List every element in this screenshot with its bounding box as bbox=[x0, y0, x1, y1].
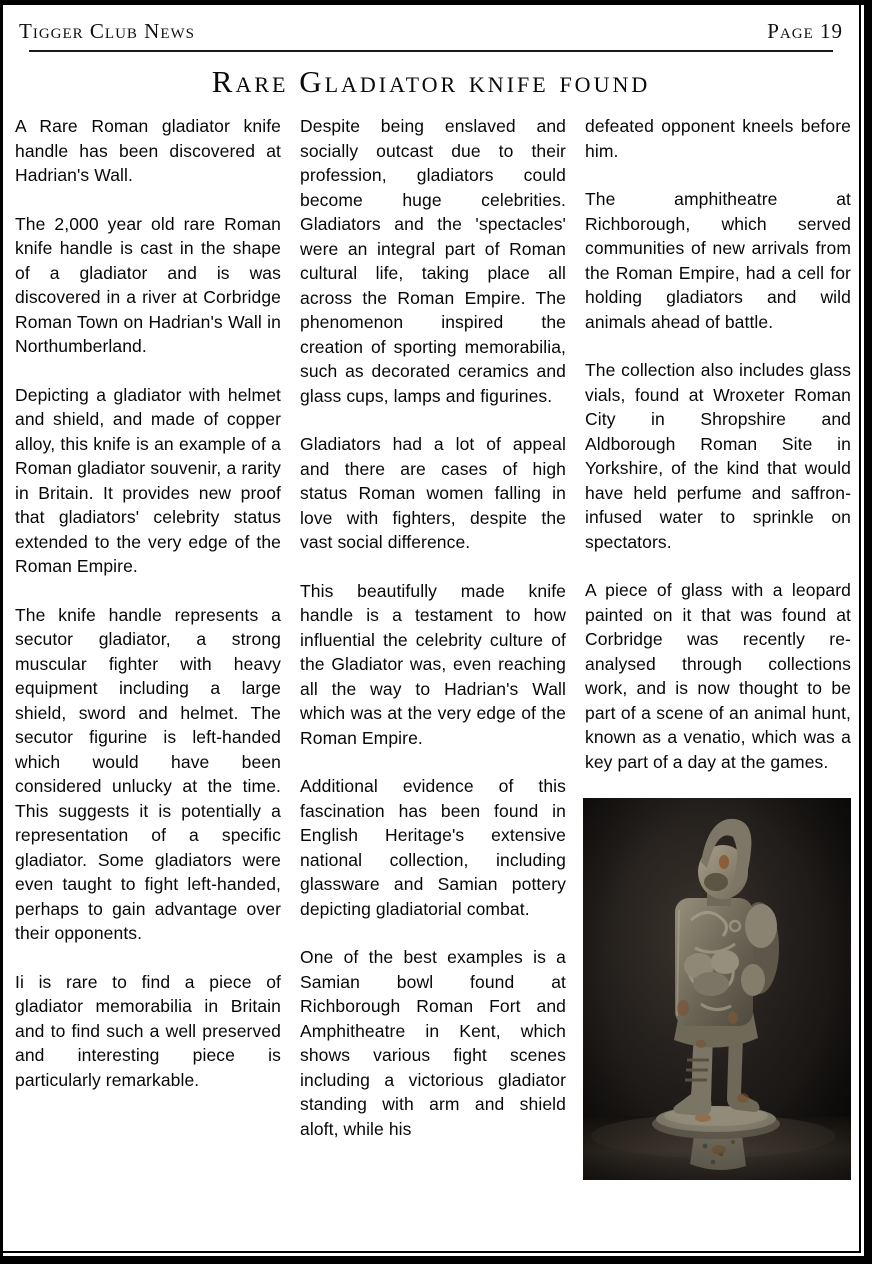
article-headline: Rare Gladiator knife found bbox=[211, 64, 651, 99]
article-paragraph: A piece of glass with a leopard painted on it that was found at Corbridge was recently re-analysed through collections work, and is now thought to be part of a scene of an animal hunt, known as a venatio, which was a key part of a day at the games. bbox=[585, 580, 851, 772]
page-number: Page 19 bbox=[767, 19, 843, 43]
newsletter-title: Tigger Club News bbox=[19, 19, 195, 43]
figurine-photo bbox=[583, 798, 851, 1180]
article-paragraph: One of the best examples is a Samian bowl found at Richborough Roman Fort and Amphitheatre in Kent, which shows various fight scenes including a victorious gladiator standing with arm and shield aloft, while his bbox=[300, 947, 566, 1139]
article-paragraph: Depicting a gladiator with helmet and shield, and made of copper alloy, this knife is an example of a Roman gladiator souvenir, a rarity in Britain. It provides new proof that gladiators' celebrity status extended to the very edge of the Roman Empire. bbox=[15, 384, 281, 576]
article-paragraph: defeated opponent kneels before him. bbox=[585, 116, 851, 161]
article-body bbox=[3, 100, 859, 1180]
article-column-1 bbox=[15, 114, 281, 1180]
article-paragraph: Additional evidence of this fascination has been found in English Heritage's extensive national collection, including glassware and Samian pottery depicting gladiatorial combat. bbox=[300, 776, 566, 919]
article-paragraph: A Rare Roman gladiator knife handle has been discovered at Hadrian's Wall. bbox=[15, 116, 281, 185]
figurine-illustration bbox=[583, 798, 851, 1180]
article-paragraph: The amphitheatre at Richborough, which served communities of new arrivals from the Roman Empire, had a cell for holding gladiators and wild animals ahead of battle. bbox=[585, 189, 851, 332]
header-rule bbox=[29, 50, 833, 52]
article-paragraph: The knife handle represents a secutor gladiator, a strong muscular fighter with heavy equipment including a large shield, sword and helmet. The secutor figurine is left-handed which would have been considered unlucky at the time. This suggests it is potentially a representation of a specific gladiator. Some gladiators were even taught to fight left-handed, perhaps to gain advantage over their opponents. bbox=[15, 604, 281, 943]
article-column-3 bbox=[585, 114, 851, 1180]
newsletter-page bbox=[3, 5, 859, 1251]
article-paragraph: Ii is rare to find a piece of gladiator memorabilia in Britain and to find such a well preserved and interesting piece is particularly remarkable. bbox=[15, 971, 281, 1090]
page-header bbox=[3, 5, 859, 44]
article-paragraph: The 2,000 year old rare Roman knife handle is cast in the shape of a gladiator and is was discovered in a river at Corbridge Roman Town on Hadrian's Wall in Northumberland. bbox=[15, 213, 281, 356]
article-paragraph: This beautifully made knife handle is a testament to how influential the celebrity culture of the Gladiator was, even reaching all the way to Hadrian's Wall which was at the very edge of the Roman Empire. bbox=[300, 580, 566, 748]
article-column-2 bbox=[300, 114, 566, 1180]
article-paragraph: The collection also includes glass vials, found at Wroxeter Roman City in Shropshire and Aldborough Roman Site in Yorkshire, of the kind that would have held perfume and saffron-infused water to sprinkle on spectators. bbox=[585, 360, 851, 552]
article-paragraph: Despite being enslaved and socially outcast due to their profession, gladiators could become huge celebrities. Gladiators and the 'spectacles' were an integral part of Roman cultural life, taking place all across the Roman Empire. The phenomenon inspired the creation of sporting memorabilia, such as decorated ceramics and glass cups, lamps and figurines. bbox=[300, 116, 566, 406]
article-paragraph: Gladiators had a lot of appeal and there are cases of high status Roman women falling in love with fighters, despite the vast social difference. bbox=[300, 434, 566, 552]
